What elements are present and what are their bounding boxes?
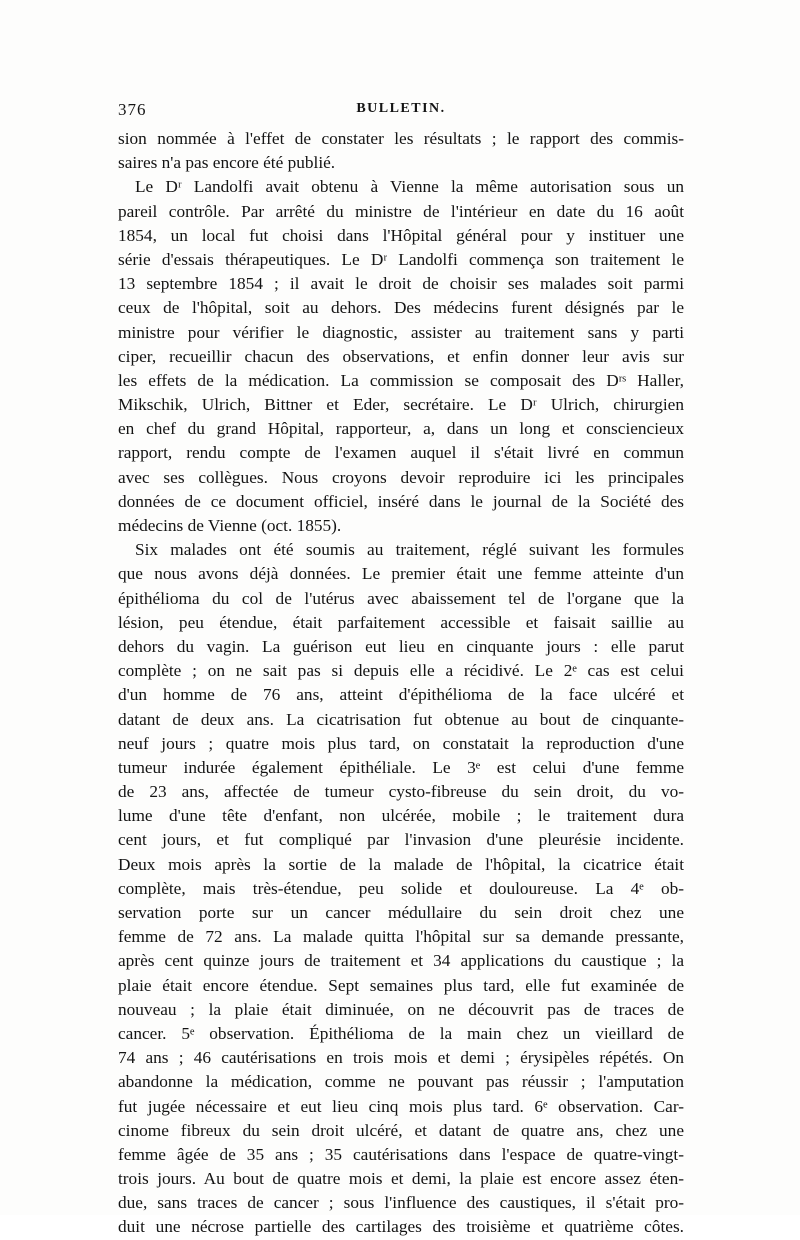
text-line: nouveau ; la plaie était diminuée, on ne découvrit pas de traces de	[118, 999, 684, 1019]
text-line: due, sans traces de cancer ; sous l'influence des caustiques, il s'était pro-	[118, 1193, 684, 1213]
body-text	[118, 127, 684, 1240]
text-line: fut jugée nécessaire et eut lieu cinq mois plus tard. 6ᵉ observation. Car-	[118, 1096, 684, 1116]
text-line: en chef du grand Hôpital, rapporteur, a, dans un long et consciencieux	[118, 419, 684, 439]
text-line: pareil contrôle. Par arrêté du ministre de l'intérieur en date du 16 août	[118, 201, 684, 221]
text-line: lume d'une tête d'enfant, non ulcérée, mobile ; le traitement dura	[118, 806, 684, 826]
text-line: que nous avons déjà données. Le premier était une femme atteinte d'un	[118, 564, 684, 584]
page-header	[118, 100, 684, 122]
text-line: Six malades ont été soumis au traitement, réglé suivant les formules	[135, 540, 684, 560]
text-line: 74 ans ; 46 cautérisations en trois mois et demi ; érysipèles répétés. On	[118, 1048, 684, 1068]
text-line: médecins de Vienne (oct. 1855).	[118, 516, 342, 535]
text-line: avec ses collègues. Nous croyons devoir reproduire ici les principales	[118, 467, 684, 487]
text-line: dehors du vagin. La guérison eut lieu en cinquante jours : elle parut	[118, 636, 684, 656]
text-line: 13 septembre 1854 ; il avait le droit de choisir ses malades soit parmi	[118, 274, 684, 294]
text-line: Le Dʳ Landolfi avait obtenu à Vienne la même autorisation sous un	[135, 177, 684, 197]
text-line: saires n'a pas encore été publié.	[118, 153, 336, 173]
text-line: ciper, recueillir chacun des observations, et enfin donner leur avis sur	[118, 346, 684, 366]
text-line: lésion, peu étendue, était parfaitement accessible et faisait saillie au	[118, 612, 684, 632]
text-line: complète ; on ne sait pas si depuis elle a récidivé. Le 2ᵉ cas est celui	[118, 661, 684, 681]
text-line: trois jours. Au bout de quatre mois et demi, la plaie est encore assez éten-	[118, 1169, 684, 1189]
text-line: datant de deux ans. La cicatrisation fut obtenue au bout de cinquante-	[118, 709, 684, 729]
page-number: 376	[118, 100, 147, 119]
text-line: série d'essais thérapeutiques. Le Dʳ Landolfi commença son traitement le	[118, 249, 684, 269]
text-line: Deux mois après la sortie de la malade de l'hôpital, la cicatrice était	[118, 854, 684, 874]
text-line: abandonne la médication, comme ne pouvant pas réussir ; l'amputation	[118, 1072, 684, 1092]
running-head: BULLETIN.	[356, 101, 446, 116]
text-line: femme de 72 ans. La malade quitta l'hôpital sur sa demande pressante,	[118, 927, 684, 947]
text-line: épithélioma du col de l'utérus avec abaissement tel de l'organe que la	[118, 588, 684, 608]
text-line: ceux de l'hôpital, soit au dehors. Des médecins furent désignés par le	[118, 298, 684, 318]
text-line: duit une nécrose partielle des cartilages des troisième et quatrième côtes.	[118, 1217, 684, 1237]
text-line: tumeur indurée également épithéliale. Le 3ᵉ est celui d'une femme	[118, 757, 684, 777]
text-line: cinome fibreux du sein droit ulcéré, et datant de quatre ans, chez une	[118, 1120, 684, 1140]
text-line: cent jours, et fut compliqué par l'invasion d'une pleurésie incidente.	[118, 830, 684, 850]
text-line: rapport, rendu compte de l'examen auquel il s'était livré en commun	[118, 443, 684, 463]
text-line: après cent quinze jours de traitement et 34 applications du caustique ; la	[118, 951, 684, 971]
text-line: Mikschik, Ulrich, Bittner et Eder, secrétaire. Le Dʳ Ulrich, chirurgien	[118, 395, 684, 415]
text-line: plaie était encore étendue. Sept semaines plus tard, elle fut examinée de	[118, 975, 684, 995]
text-line: 1854, un local fut choisi dans l'Hôpital général pour y instituer une	[118, 225, 684, 245]
text-line: femme âgée de 35 ans ; 35 cautérisations dans l'espace de quatre-vingt-	[118, 1144, 684, 1164]
text-line: cancer. 5ᵉ observation. Épithélioma de la main chez un vieillard de	[118, 1023, 684, 1043]
text-line: d'un homme de 76 ans, atteint d'épithélioma de la face ulcéré et	[118, 685, 684, 705]
text-line: sion nommée à l'effet de constater les résultats ; le rapport des commis-	[118, 129, 684, 148]
text-line: servation porte sur un cancer médullaire du sein droit chez une	[118, 903, 684, 922]
text-line: de 23 ans, affectée de tumeur cysto-fibreuse du sein droit, du vo-	[118, 782, 684, 802]
text-line: neuf jours ; quatre mois plus tard, on constatait la reproduction d'une	[118, 733, 684, 753]
text-line: ministre pour vérifier le diagnostic, assister au traitement sans y parti	[118, 322, 684, 342]
text-line: les effets de la médication. La commission se composait des Dʳˢ Haller,	[118, 370, 684, 390]
text-line: complète, mais très-étendue, peu solide et douloureuse. La 4ᵉ ob-	[118, 878, 684, 898]
text-line: données de ce document officiel, inséré dans le journal de la Société des	[118, 491, 684, 511]
